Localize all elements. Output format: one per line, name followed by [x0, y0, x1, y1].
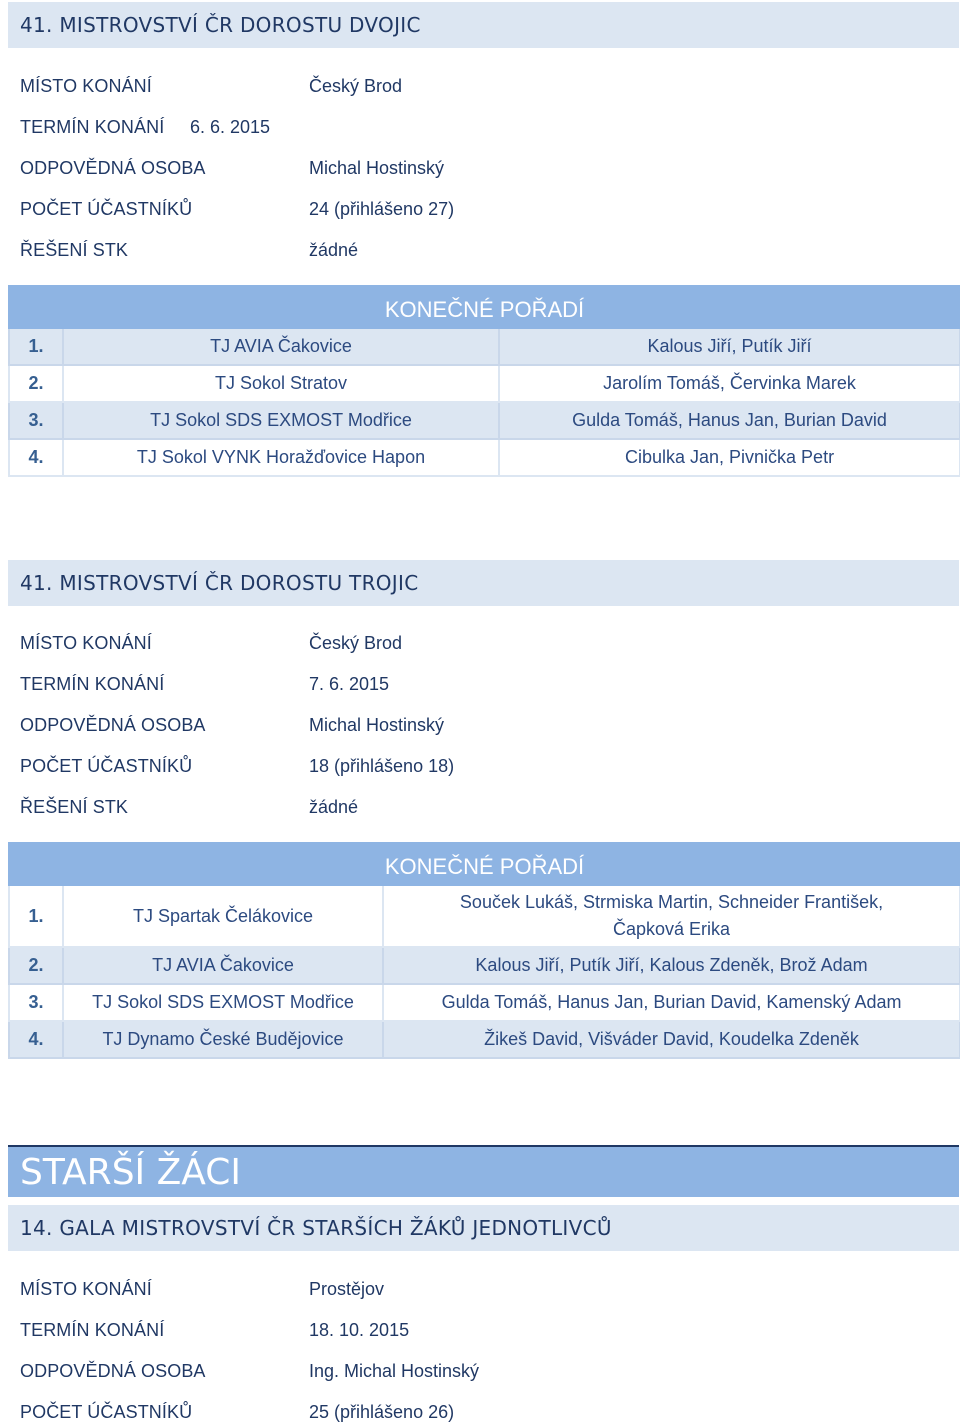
section-title-trojic: 41. MISTROVSTVÍ ČR DOROSTU TROJIC: [8, 560, 959, 606]
info-label: ŘEŠENÍ STK: [20, 240, 129, 260]
players: Gulda Tomáš, Hanus Jan, Burian David: [499, 402, 960, 439]
table-row: [9, 439, 960, 476]
info-value: Prostějov: [309, 1279, 385, 1299]
info-value: žádné: [309, 240, 359, 260]
section-title-gala: 14. GALA MISTROVSTVÍ ČR STARŠÍCH ŽÁKŮ JEDNOTLIVCŮ: [8, 1205, 959, 1251]
position: 3.: [9, 402, 63, 439]
info-label: ODPOVĚDNÁ OSOBA: [20, 1361, 206, 1381]
club: TJ AVIA Čakovice: [63, 947, 383, 984]
info-row-person: [20, 713, 620, 754]
info-value: žádné: [309, 797, 359, 817]
info-row-stk: [20, 795, 620, 836]
info-row-person: [20, 1359, 620, 1400]
info-value: 25 (přihlášeno 26): [309, 1402, 455, 1422]
position: 4.: [9, 1021, 63, 1058]
table-row: [9, 328, 960, 365]
info-label: TERMÍN KONÁNÍ: [20, 117, 165, 137]
players: Kalous Jiří, Putík Jiří, Kalous Zdeněk, Brož Adam: [383, 947, 960, 984]
players: Jarolím Tomáš, Červinka Marek: [499, 365, 960, 402]
info-label: POČET ÚČASTNÍKŮ: [20, 756, 193, 776]
info-row-participants: [20, 754, 620, 795]
section-title-dvojic: 41. MISTROVSTVÍ ČR DOROSTU DVOJIC: [8, 2, 959, 48]
info-label: POČET ÚČASTNÍKŮ: [20, 199, 193, 219]
info-label: POČET ÚČASTNÍKŮ: [20, 1402, 193, 1422]
table-row: [9, 1021, 960, 1058]
info-label: MÍSTO KONÁNÍ: [20, 633, 152, 653]
players: Cibulka Jan, Pivnička Petr: [499, 439, 960, 476]
position: 2.: [9, 947, 63, 984]
players: Kalous Jiří, Putík Jiří: [499, 328, 960, 365]
club: TJ Dynamo České Budějovice: [63, 1021, 383, 1058]
players: Gulda Tomáš, Hanus Jan, Burian David, Kamenský Adam: [383, 984, 960, 1021]
info-row-stk: [20, 238, 620, 279]
info-label: MÍSTO KONÁNÍ: [20, 1279, 152, 1299]
category-title: STARŠÍ ŽÁCI: [8, 1145, 959, 1197]
results-header: KONEČNÉ POŘADÍ: [9, 843, 960, 885]
info-value: 18. 10. 2015: [309, 1320, 410, 1340]
table-row: [9, 947, 960, 984]
info-row-venue: [20, 1277, 620, 1318]
table-row: [9, 885, 960, 947]
info-label: MÍSTO KONÁNÍ: [20, 76, 152, 96]
table-row: [9, 984, 960, 1021]
info-row-participants: [20, 197, 620, 238]
position: 1.: [9, 328, 63, 365]
table-row: [9, 402, 960, 439]
position: 1.: [9, 885, 63, 947]
club: TJ Sokol VYNK Horažďovice Hapon: [63, 439, 499, 476]
results-table-dvojic: [8, 285, 960, 477]
info-row-date: [20, 1318, 620, 1359]
info-block-dvojic: [20, 74, 620, 279]
club: TJ Sokol Stratov: [63, 365, 499, 402]
info-label: TERMÍN KONÁNÍ: [20, 1320, 165, 1340]
club: TJ AVIA Čakovice: [63, 328, 499, 365]
club: TJ Sokol SDS EXMOST Modřice: [63, 984, 383, 1021]
players: Souček Lukáš, Strmiska Martin, Schneider František, Čapková Erika: [383, 885, 960, 947]
info-value: Ing. Michal Hostinský: [309, 1361, 480, 1381]
info-block-gala: [20, 1277, 620, 1423]
info-value: 6. 6. 2015: [190, 117, 271, 137]
info-label: ŘEŠENÍ STK: [20, 797, 129, 817]
info-value: Michal Hostinský: [309, 158, 445, 178]
info-row-venue: [20, 74, 620, 115]
info-value: 24 (přihlášeno 27): [309, 199, 455, 219]
info-row-person: [20, 156, 620, 197]
position: 3.: [9, 984, 63, 1021]
info-row-date: [20, 115, 620, 156]
info-value: Michal Hostinský: [309, 715, 445, 735]
info-value: 18 (přihlášeno 18): [309, 756, 455, 776]
info-row-date: [20, 672, 620, 713]
players: Žikeš David, Višváder David, Koudelka Zdeněk: [383, 1021, 960, 1058]
table-row: [9, 365, 960, 402]
info-value: Český Brod: [309, 76, 403, 96]
club: TJ Spartak Čelákovice: [63, 885, 383, 947]
info-label: TERMÍN KONÁNÍ: [20, 674, 165, 694]
info-row-participants: [20, 1400, 620, 1423]
position: 2.: [9, 365, 63, 402]
results-table-trojic: [8, 842, 960, 1059]
info-value: Český Brod: [309, 633, 403, 653]
info-label: ODPOVĚDNÁ OSOBA: [20, 715, 206, 735]
info-row-venue: [20, 631, 620, 672]
info-block-trojic: [20, 631, 620, 836]
position: 4.: [9, 439, 63, 476]
results-header: KONEČNÉ POŘADÍ: [9, 286, 960, 328]
club: TJ Sokol SDS EXMOST Modřice: [63, 402, 499, 439]
info-label: ODPOVĚDNÁ OSOBA: [20, 158, 206, 178]
info-value: 7. 6. 2015: [309, 674, 390, 694]
